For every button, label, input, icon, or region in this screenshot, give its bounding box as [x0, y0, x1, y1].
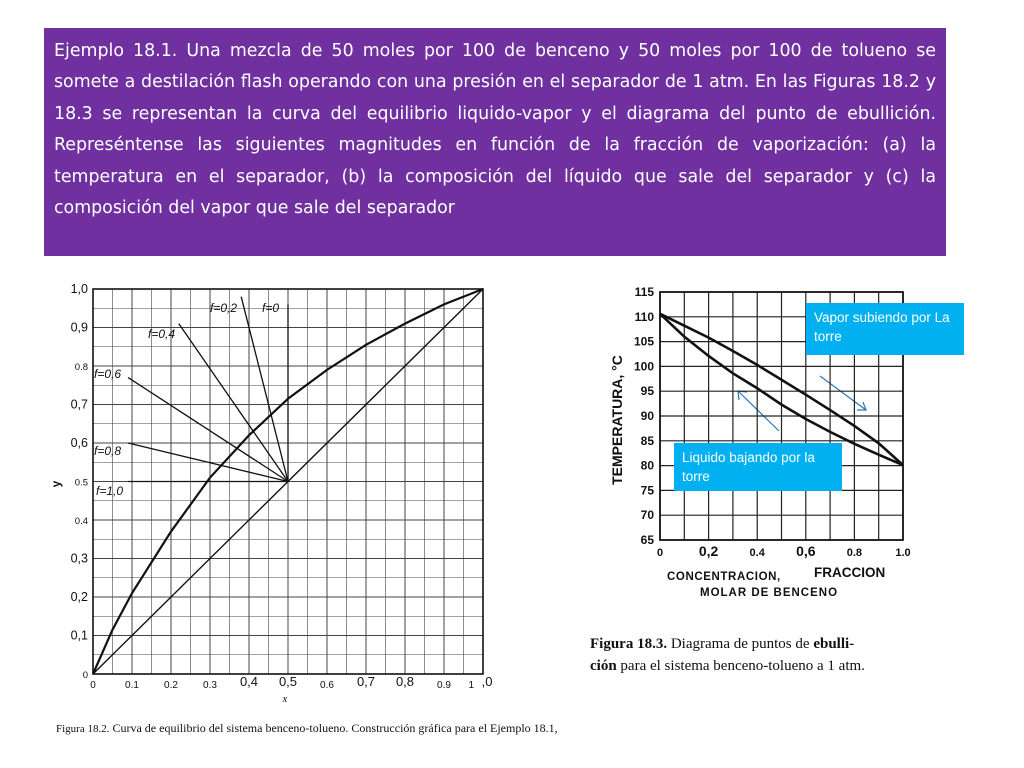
x-tick-label: 0,7	[356, 674, 376, 689]
caption-label: Figura 18.2.	[56, 723, 110, 735]
x-tick-label: 0.2	[164, 680, 178, 691]
x-tick-label: 0,4	[239, 674, 259, 689]
y-tick-label: 75	[640, 483, 654, 498]
x-tick-label: 0,2	[698, 543, 719, 559]
x-tick-label: 0	[90, 680, 96, 691]
caption-text-3: ción	[590, 658, 617, 674]
caption-text-1: Diagrama de puntos de	[670, 636, 810, 652]
y-tick-label: 105	[633, 334, 654, 349]
operating-line-label: f=0,6	[94, 367, 122, 381]
x-tick-label: 0,6	[796, 543, 816, 559]
y-tick-label: 0	[82, 670, 88, 681]
x-axis-label-2: MOLAR DE BENCENO	[700, 587, 839, 599]
x-tick-label: 0.1	[125, 680, 139, 691]
y-tick-label: 0,6	[70, 436, 88, 450]
x-tick-label: 0.4	[749, 547, 765, 559]
y-tick-label: 0,2	[70, 590, 88, 604]
y-tick-label: 110	[634, 309, 654, 324]
caption-label: Figura 18.3.	[590, 636, 668, 652]
x-tick-label: 0.6	[320, 680, 334, 691]
y-tick-label: 65	[640, 533, 654, 547]
y-tick-label: 0,3	[70, 551, 88, 566]
y-tick-label: 1,0	[70, 282, 88, 296]
y-tick-label: 70	[640, 508, 654, 523]
x-tick-label: ,0	[481, 674, 493, 689]
operating-line	[128, 378, 288, 482]
x-tick-label: 0,5	[278, 674, 298, 689]
y-tick-label: 100	[633, 359, 654, 374]
operating-line-label: f=0,2	[210, 301, 238, 315]
x-tick-label: 0,8	[395, 674, 415, 689]
operating-line-label: f=0	[262, 301, 280, 315]
y-tick-label: 85	[640, 433, 654, 448]
operating-line	[241, 297, 288, 482]
x-tick-label: 1.0	[895, 547, 911, 559]
vapor-arrow	[820, 376, 866, 410]
operating-line-label: f=0,4	[148, 327, 176, 341]
x-axis-label-1a: CONCENTRACION,	[667, 571, 781, 583]
y-tick-label: 0.5	[74, 477, 88, 489]
callout-vapor: Vapor subiendo por La torre	[806, 303, 964, 355]
x-tick-label: 0	[656, 547, 664, 559]
x-axis-label: x	[282, 693, 288, 705]
y-tick-label: 95	[640, 384, 654, 399]
y-tick-label: 115	[634, 285, 654, 299]
problem-statement: Ejemplo 18.1. Una mezcla de 50 moles por 100 de benceno y 50 moles por 100 de tolueno se somete a destilación flash operando con una presión en el separador de 1 atm. En las Figuras 18.2 y 18.3 se representan la curva del equilibrio liquido-vapor y el diagrama del punto de ebullición. Represéntense las siguientes magnitudes en función de la fracción de vaporización: (a) la temperatura en el separador, (b) la composición del líquido que sale del separador y (c) la composición del vapor que sale del separador	[44, 28, 946, 256]
liquid-arrow	[738, 391, 779, 431]
caption-text-4: para el sistema benceno-tolueno a 1 atm.	[620, 658, 865, 674]
y-tick-label: 0,7	[70, 397, 88, 412]
y-tick-label: 0,9	[70, 320, 88, 335]
y-axis-label: y	[49, 480, 63, 488]
x-tick-label: 0.9	[437, 680, 451, 691]
operating-line-label: f=0,8	[94, 444, 122, 458]
caption-text: Curva de equilibrio del sistema benceno-tolueno. Construcción gráfica para el Ejemplo 18.1,	[112, 721, 558, 735]
equilibrium-chart	[49, 282, 492, 705]
x-tick-label: 0.8	[846, 547, 863, 559]
y-tick-label: 0.4	[74, 516, 88, 527]
callout-liquid: Liquido bajando por la torre	[674, 443, 842, 491]
y-tick-label: 90	[640, 409, 654, 423]
x-tick-label: 0.3	[203, 680, 217, 691]
y-tick-label: 0.8	[74, 362, 88, 373]
y-axis-label: TEMPERATURA, °C	[609, 355, 625, 485]
y-tick-label: 0,1	[70, 628, 88, 643]
x-axis-label-1b: FRACCION	[814, 565, 886, 580]
figure-18-2-caption	[56, 720, 622, 738]
operating-line	[179, 324, 288, 482]
caption-text-2: ebulli-	[813, 636, 855, 652]
operating-line-label: f=1,0	[96, 484, 124, 498]
figure-18-3-caption	[590, 633, 940, 677]
x-tick-label: 1	[468, 680, 475, 691]
y-tick-label: 80	[640, 458, 654, 473]
